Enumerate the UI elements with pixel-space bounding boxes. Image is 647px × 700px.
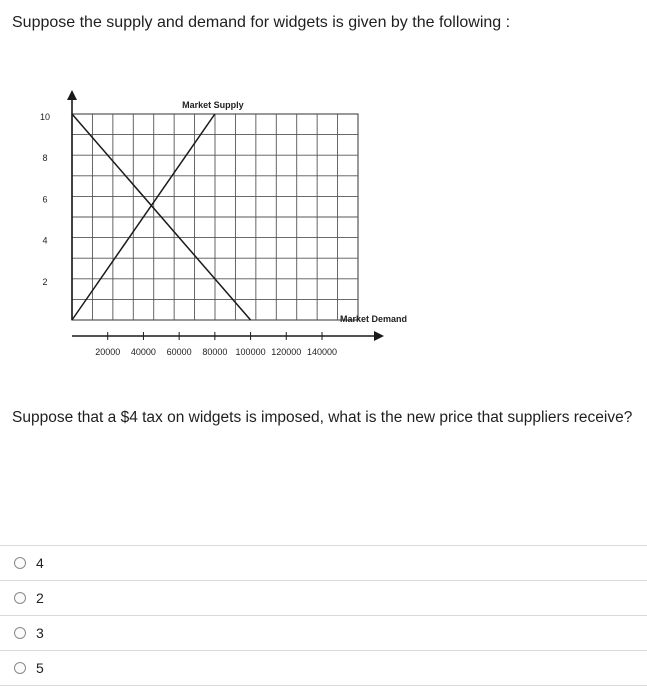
y-axis-arrow — [67, 90, 77, 100]
radio-button[interactable] — [14, 557, 26, 569]
y-tick-label: 4 — [42, 235, 48, 246]
x-axis-arrow — [374, 331, 384, 341]
y-tick-label: 6 — [42, 194, 48, 205]
answer-label: 2 — [36, 590, 44, 606]
chart-axes — [67, 90, 384, 341]
x-tick-label: 140000 — [306, 347, 338, 357]
answer-option[interactable] — [0, 615, 647, 650]
supply-demand-chart — [0, 80, 647, 380]
chart-labels — [40, 100, 407, 357]
answer-label: 4 — [36, 555, 44, 571]
x-tick-label: 120000 — [271, 347, 302, 357]
y-tick-label: 10 — [39, 112, 51, 122]
x-tick-label: 20000 — [95, 347, 121, 357]
answer-options — [0, 545, 647, 686]
x-tick-label: 60000 — [166, 347, 192, 357]
x-tick-label: 100000 — [235, 347, 266, 357]
radio-button[interactable] — [14, 592, 26, 604]
y-tick-label: 2 — [42, 276, 48, 287]
market-supply-label: Market Supply — [182, 100, 244, 110]
radio-button[interactable] — [14, 627, 26, 639]
x-tick-label: 40000 — [130, 347, 156, 357]
answer-option[interactable] — [0, 545, 647, 580]
question-intro: Suppose the supply and demand for widgets is given by the following : — [12, 14, 511, 31]
answer-label: 5 — [36, 660, 44, 676]
question-text: Suppose that a $4 tax on widgets is imposed, what is the new price that suppliers receive? — [12, 409, 633, 426]
x-tick-label: 80000 — [202, 347, 228, 357]
y-tick-label: 8 — [42, 153, 48, 164]
radio-button[interactable] — [14, 662, 26, 674]
answer-option[interactable] — [0, 580, 647, 615]
market-demand-label: Market Demand — [340, 314, 408, 324]
answer-label: 3 — [36, 625, 44, 641]
chart-grid — [72, 114, 358, 320]
answer-option[interactable] — [0, 650, 647, 686]
